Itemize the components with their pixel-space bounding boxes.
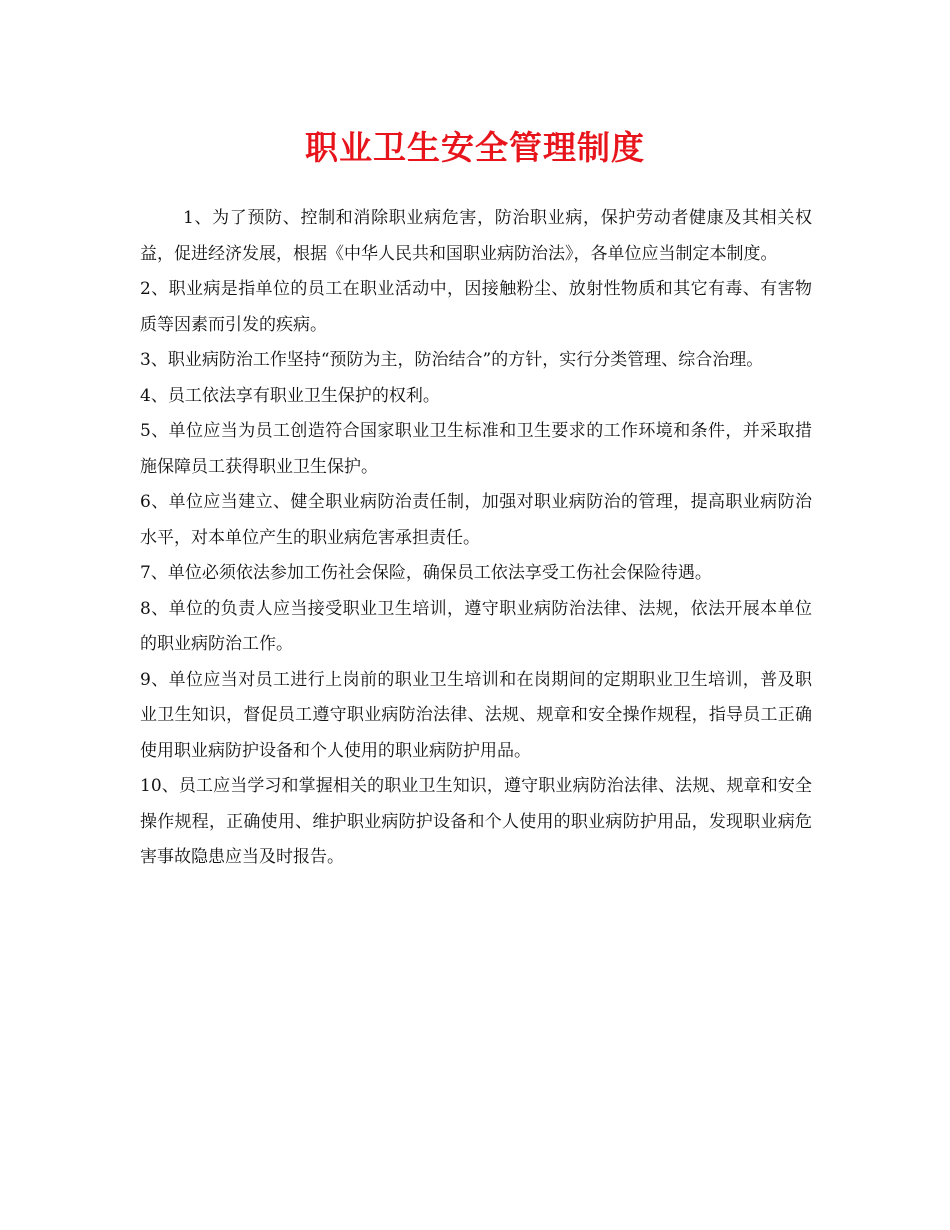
paragraph-1: 1、为了预防、控制和消除职业病危害，防治职业病，保护劳动者健康及其相关权益，促进经济发展，根据《中华人民共和国职业病防治法》，各单位应当制定本制度。 [140,208,812,264]
paragraph-3: 3、职业病防治工作坚持“预防为主，防治结合”的方针，实行分类管理、综合治理。 [140,350,764,370]
paragraph-5: 5、单位应当为员工创造符合国家职业卫生标准和卫生要求的工作环境和条件，并采取措施保障员工获得职业卫生保护。 [140,421,812,477]
paragraph-8: 8、单位的负责人应当接受职业卫生培训，遵守职业病防治法律、法规，依法开展本单位的职业病防治工作。 [140,598,812,654]
document-body [140,201,812,876]
paragraph-2: 2、职业病是指单位的员工在职业活动中，因接触粉尘、放射性物质和其它有毒、有害物质等因素而引发的疾病。 [140,279,812,335]
paragraph-4: 4、员工依法享有职业卫生保护的权利。 [140,385,440,406]
paragraph-6: 6、单位应当建立、健全职业病防治责任制，加强对职业病防治的管理，提高职业病防治水平，对本单位产生的职业病危害承担责任。 [140,492,812,548]
paragraph-7: 7、单位必须依法参加工伤社会保险，确保员工依法享受工伤社会保险待遇。 [140,563,712,583]
page-title: 职业卫生安全管理制度 [305,128,645,167]
paragraph-9: 9、单位应当对员工进行上岗前的职业卫生培训和在岗期间的定期职业卫生培训，普及职业卫生知识，督促员工遵守职业病防治法律、法规、规章和安全操作规程，指导员工正确使用职业病防护设备和个人使用的职业病防护用品。 [140,669,812,761]
paragraph-10: 10、员工应当学习和掌握相关的职业卫生知识，遵守职业病防治法律、法规、规章和安全操作规程，正确使用、维护职业病防护设备和个人使用的职业病防护用品，发现职业病危害事故隐患应当及时报告。 [140,776,812,867]
